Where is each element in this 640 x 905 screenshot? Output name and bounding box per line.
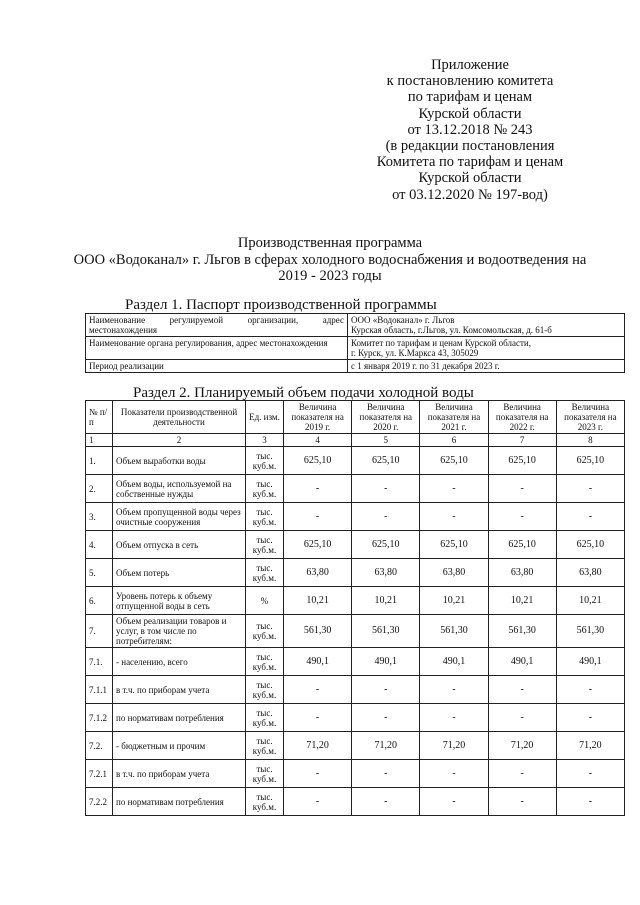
unit: тыс. куб.м. bbox=[246, 559, 284, 587]
value-cell: - bbox=[284, 475, 352, 503]
value-cell: 625,10 bbox=[556, 447, 624, 475]
unit: тыс. куб.м. bbox=[246, 676, 284, 704]
table-row bbox=[86, 475, 625, 503]
column-number: 2 bbox=[113, 434, 246, 447]
indicator-name: по нормативам потребления bbox=[113, 788, 246, 816]
value-cell: 63,80 bbox=[556, 559, 624, 587]
column-header: Величина показателя на 2023 г. bbox=[556, 401, 624, 434]
value-cell: 625,10 bbox=[488, 447, 556, 475]
value-cell: 625,10 bbox=[352, 447, 420, 475]
passport-row bbox=[86, 337, 625, 360]
value-cell: - bbox=[352, 676, 420, 704]
table-row bbox=[86, 732, 625, 760]
column-number: 3 bbox=[246, 434, 284, 447]
value-cell: - bbox=[488, 676, 556, 704]
passport-value-line: Комитет по тарифам и ценам Курской области, bbox=[351, 338, 531, 348]
value-cell: - bbox=[556, 704, 624, 732]
row-number: 7. bbox=[86, 615, 113, 648]
value-cell: - bbox=[488, 475, 556, 503]
value-cell: 71,20 bbox=[284, 732, 352, 760]
row-number: 1. bbox=[86, 447, 113, 475]
value-cell: 561,30 bbox=[420, 615, 488, 648]
water-supply-table bbox=[85, 400, 625, 816]
value-cell: 10,21 bbox=[284, 587, 352, 615]
appendix-line: к постановлению комитета bbox=[386, 73, 554, 90]
indicator-name: по нормативам потребления bbox=[113, 704, 246, 732]
value-cell: - bbox=[420, 788, 488, 816]
unit: тыс. куб.м. bbox=[246, 648, 284, 676]
value-cell: 490,1 bbox=[488, 648, 556, 676]
unit: тыс. куб.м. bbox=[246, 475, 284, 503]
value-cell: - bbox=[284, 676, 352, 704]
value-cell: 625,10 bbox=[488, 531, 556, 559]
value-cell: - bbox=[352, 475, 420, 503]
passport-value-line: Курская область, г.Льгов, ул. Комсомольская, д. 61-б bbox=[351, 325, 552, 335]
row-number: 6. bbox=[86, 587, 113, 615]
section2-heading: Раздел 2. Планируемый объем подачи холодной воды bbox=[133, 385, 474, 401]
value-cell: 561,30 bbox=[284, 615, 352, 648]
value-cell: 10,21 bbox=[420, 587, 488, 615]
row-number: 4. bbox=[86, 531, 113, 559]
value-cell: - bbox=[420, 503, 488, 531]
value-cell: 625,10 bbox=[556, 531, 624, 559]
section1-heading: Раздел 1. Паспорт производственной программы bbox=[125, 297, 437, 313]
value-cell: - bbox=[420, 760, 488, 788]
row-number: 7.2.1 bbox=[86, 760, 113, 788]
passport-value bbox=[348, 360, 625, 373]
value-cell: - bbox=[556, 475, 624, 503]
indicator-name: Объем воды, используемой на собственные нужды bbox=[113, 475, 246, 503]
indicator-name: Объем потерь bbox=[113, 559, 246, 587]
value-cell: - bbox=[488, 788, 556, 816]
value-cell: - bbox=[420, 704, 488, 732]
indicator-name: Уровень потерь к объему отпущенной воды в сеть bbox=[113, 587, 246, 615]
appendix-line: Приложение bbox=[431, 57, 509, 73]
table-row bbox=[86, 760, 625, 788]
passport-label: Наименование регулируемой организации, адрес местонахождения bbox=[86, 314, 348, 337]
value-cell: - bbox=[556, 676, 624, 704]
value-cell: - bbox=[420, 475, 488, 503]
unit: тыс. куб.м. bbox=[246, 447, 284, 475]
appendix-header bbox=[330, 57, 610, 203]
title-line: Производственная программа bbox=[237, 235, 423, 251]
title-line: 2019 - 2023 годы bbox=[278, 268, 382, 284]
passport-row bbox=[86, 360, 625, 373]
row-number: 7.2.2 bbox=[86, 788, 113, 816]
indicator-name: Объем реализации товаров и услуг, в том числе по потребителям: bbox=[113, 615, 246, 648]
appendix-line: Курской области bbox=[418, 105, 522, 122]
header-row bbox=[86, 401, 625, 434]
passport-row bbox=[86, 314, 625, 337]
value-cell: 490,1 bbox=[420, 648, 488, 676]
value-cell: 490,1 bbox=[284, 648, 352, 676]
unit: тыс. куб.м. bbox=[246, 615, 284, 648]
value-cell: - bbox=[284, 503, 352, 531]
column-header: Величина показателя на 2020 г. bbox=[352, 401, 420, 434]
appendix-line: от 13.12.2018 № 243 bbox=[407, 121, 533, 138]
passport-value bbox=[348, 337, 625, 360]
value-cell: - bbox=[556, 503, 624, 531]
column-number-row bbox=[86, 434, 625, 447]
appendix-line: (в редакции постановления bbox=[385, 138, 555, 155]
passport-label: Наименование органа регулирования, адрес местонахождения bbox=[86, 337, 348, 360]
table-row bbox=[86, 704, 625, 732]
column-header: Величина показателя на 2022 г. bbox=[488, 401, 556, 434]
passport-table bbox=[85, 313, 625, 373]
value-cell: - bbox=[488, 760, 556, 788]
column-number: 1 bbox=[86, 434, 113, 447]
value-cell: 625,10 bbox=[284, 447, 352, 475]
indicator-name: в т.ч. по приборам учета bbox=[113, 676, 246, 704]
value-cell: 561,30 bbox=[352, 615, 420, 648]
value-cell: 71,20 bbox=[556, 732, 624, 760]
table-row bbox=[86, 447, 625, 475]
passport-value-line: ООО «Водоканал» г. Льгов bbox=[351, 315, 455, 325]
value-cell: 63,80 bbox=[284, 559, 352, 587]
value-cell: 625,10 bbox=[284, 531, 352, 559]
column-number: 7 bbox=[488, 434, 556, 447]
table-row bbox=[86, 615, 625, 648]
column-number: 8 bbox=[556, 434, 624, 447]
value-cell: 10,21 bbox=[352, 587, 420, 615]
value-cell: - bbox=[352, 760, 420, 788]
table-row bbox=[86, 676, 625, 704]
row-number: 3. bbox=[86, 503, 113, 531]
table-row bbox=[86, 587, 625, 615]
table-row bbox=[86, 531, 625, 559]
indicator-name: Объем выработки воды bbox=[113, 447, 246, 475]
value-cell: 625,10 bbox=[352, 531, 420, 559]
value-cell: 490,1 bbox=[352, 648, 420, 676]
indicator-name: - населению, всего bbox=[113, 648, 246, 676]
value-cell: 625,10 bbox=[420, 531, 488, 559]
column-number: 4 bbox=[284, 434, 352, 447]
column-header: Показатели производственной деятельности bbox=[113, 401, 246, 434]
column-header: № п/п bbox=[86, 401, 113, 434]
value-cell: 561,30 bbox=[488, 615, 556, 648]
value-cell: - bbox=[352, 503, 420, 531]
column-header: Величина показателя на 2021 г. bbox=[420, 401, 488, 434]
value-cell: - bbox=[488, 503, 556, 531]
column-header: Ед. изм. bbox=[246, 401, 284, 434]
unit: тыс. куб.м. bbox=[246, 732, 284, 760]
value-cell: 71,20 bbox=[420, 732, 488, 760]
column-header: Величина показателя на 2019 г. bbox=[284, 401, 352, 434]
row-number: 7.2. bbox=[86, 732, 113, 760]
value-cell: 71,20 bbox=[488, 732, 556, 760]
value-cell: 63,80 bbox=[352, 559, 420, 587]
unit: тыс. куб.м. bbox=[246, 760, 284, 788]
appendix-line: Комитета по тарифам и ценам bbox=[376, 154, 564, 171]
value-cell: - bbox=[284, 788, 352, 816]
value-cell: 63,80 bbox=[420, 559, 488, 587]
value-cell: - bbox=[556, 760, 624, 788]
appendix-line: по тарифам и ценам bbox=[407, 89, 533, 106]
value-cell: - bbox=[352, 704, 420, 732]
value-cell: - bbox=[420, 676, 488, 704]
row-number: 5. bbox=[86, 559, 113, 587]
passport-value bbox=[348, 314, 625, 337]
value-cell: - bbox=[556, 788, 624, 816]
value-cell: 10,21 bbox=[488, 587, 556, 615]
row-number: 7.1.1 bbox=[86, 676, 113, 704]
appendix-line: от 03.12.2020 № 197-вод) bbox=[392, 186, 548, 203]
unit: тыс. куб.м. bbox=[246, 704, 284, 732]
unit: % bbox=[246, 587, 284, 615]
indicator-name: Объем отпуска в сеть bbox=[113, 531, 246, 559]
value-cell: 625,10 bbox=[420, 447, 488, 475]
row-number: 7.1.2 bbox=[86, 704, 113, 732]
table-row bbox=[86, 648, 625, 676]
value-cell: 63,80 bbox=[488, 559, 556, 587]
value-cell: 10,21 bbox=[556, 587, 624, 615]
value-cell: - bbox=[284, 760, 352, 788]
indicator-name: в т.ч. по приборам учета bbox=[113, 760, 246, 788]
unit: тыс. куб.м. bbox=[246, 531, 284, 559]
row-number: 7.1. bbox=[86, 648, 113, 676]
indicator-name: Объем пропущенной воды через очистные сооружения bbox=[113, 503, 246, 531]
document-title bbox=[60, 235, 600, 285]
passport-value-line: с 1 января 2019 г. по 31 декабря 2023 г. bbox=[351, 361, 500, 371]
column-number: 6 bbox=[420, 434, 488, 447]
column-number: 5 bbox=[352, 434, 420, 447]
passport-label: Период реализации bbox=[86, 360, 348, 373]
appendix-line: Курской области bbox=[418, 170, 522, 187]
table-row bbox=[86, 559, 625, 587]
unit: тыс. куб.м. bbox=[246, 788, 284, 816]
title-line: ООО «Водоканал» г. Льгов в сферах холодного водоснабжения и водоотведения на bbox=[73, 251, 587, 268]
value-cell: 71,20 bbox=[352, 732, 420, 760]
value-cell: - bbox=[352, 788, 420, 816]
value-cell: - bbox=[284, 704, 352, 732]
indicator-name: - бюджетным и прочим bbox=[113, 732, 246, 760]
passport-value-line: г. Курск, ул. К.Маркса 43, 305029 bbox=[351, 348, 479, 358]
value-cell: 561,30 bbox=[556, 615, 624, 648]
table-row bbox=[86, 788, 625, 816]
table-row bbox=[86, 503, 625, 531]
value-cell: - bbox=[488, 704, 556, 732]
unit: тыс. куб.м. bbox=[246, 503, 284, 531]
value-cell: 490,1 bbox=[556, 648, 624, 676]
row-number: 2. bbox=[86, 475, 113, 503]
